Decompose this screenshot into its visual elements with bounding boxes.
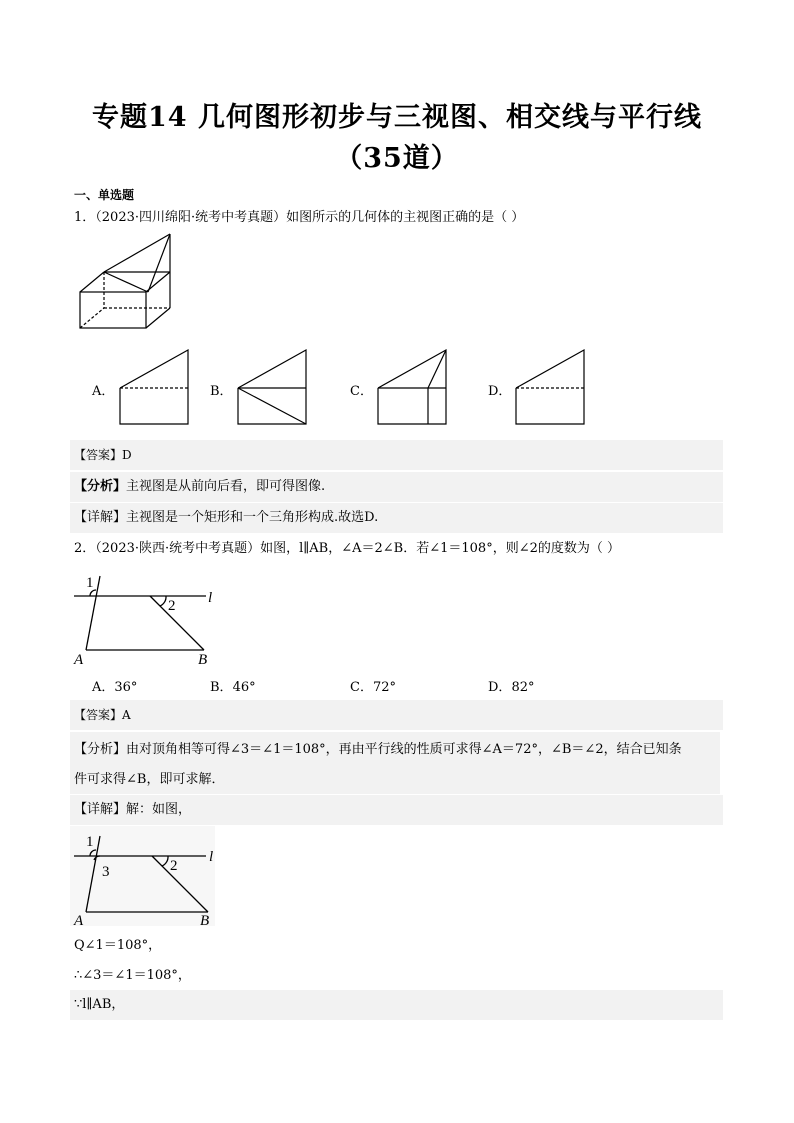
q2-step-3-band (70, 990, 723, 1020)
q2-analysis-line1: 由对顶角相等可得∠3＝∠1＝108°，再由平行线的性质可求得∠A＝72°，∠B＝∠2，结合已知条 (126, 742, 682, 757)
q2-fig-label-2: 2 (168, 598, 176, 614)
q2-fig-label-a: A (74, 652, 84, 668)
section-heading: 一、单选题 (74, 188, 135, 202)
q1-answer: 【答案】D (74, 448, 132, 462)
q1-option-d-label: D． (488, 384, 512, 399)
q1-detail-text: 主视图是一个矩形和一个三角形构成.故选D. (126, 510, 379, 525)
page-title-count: （35道） (335, 143, 459, 174)
q2-detail-band (70, 795, 723, 825)
q1-detail-tag: 【详解】 (74, 510, 127, 525)
q2-option-a: A．36° (92, 680, 138, 695)
q1-analysis-text: 主视图是从前向后看，即可得图像. (126, 479, 326, 494)
q2-detail-label-a: A (74, 913, 84, 929)
q1-option-d-figure (514, 348, 586, 428)
q2-detail-label-b: B (200, 913, 210, 929)
q2-detail-tag: 【详解】 (74, 802, 127, 817)
q2-step-3: ∵l∥AB， (74, 997, 125, 1012)
q2-figure (72, 572, 222, 666)
q2-detail-label-3: 3 (102, 864, 110, 880)
q2-detail-figure (72, 830, 222, 930)
q2-detail-label-l: l (209, 849, 214, 865)
q2-detail-label-1: 1 (86, 834, 94, 850)
q2-answer-band (70, 700, 723, 730)
q1-analysis-band (70, 472, 723, 502)
q2-analysis-band (70, 732, 720, 794)
page-title: 专题14 几何图形初步与三视图、相交线与平行线 (92, 102, 702, 133)
question-1-stem: 1．（2023·四川绵阳·统考中考真题）如图所示的几何体的主视图正确的是（ ） (74, 210, 525, 225)
q2-option-b: B．46° (210, 680, 256, 695)
q2-option-d: D．82° (488, 680, 535, 695)
q1-option-c-figure (376, 348, 448, 428)
q2-analysis-tag: 【分析】 (74, 742, 127, 757)
q1-option-b-label: B． (210, 384, 233, 399)
q1-option-a-figure (118, 348, 190, 428)
q2-analysis-line2: 件可求得∠B，即可求解． (74, 772, 225, 787)
q2-option-c: C．72° (350, 680, 396, 695)
q2-step-1: Q∠1＝108°， (74, 938, 162, 953)
q2-answer: 【答案】A (74, 708, 131, 722)
q2-detail-text: 解：如图， (126, 802, 192, 817)
q1-option-c-label: C． (350, 384, 373, 399)
q2-fig-label-1: 1 (86, 575, 94, 591)
q1-analysis-tag: 【分析】 (74, 479, 127, 494)
question-2-stem: 2．（2023·陕西·统考中考真题）如图，l∥AB，∠A＝2∠B．若∠1＝108°，则∠2的度数为（ ） (74, 541, 620, 556)
q2-fig-label-l: l (208, 590, 213, 606)
q1-option-a-label: A． (92, 384, 115, 399)
question-1-solid-figure (78, 232, 178, 332)
q2-fig-label-b: B (198, 652, 208, 668)
q1-detail-band (70, 503, 723, 533)
q1-option-b-figure (236, 348, 308, 428)
q2-detail-label-2: 2 (170, 858, 178, 874)
q1-answer-band (70, 440, 723, 470)
q2-step-2: ∴∠3＝∠1＝108°， (74, 968, 191, 983)
